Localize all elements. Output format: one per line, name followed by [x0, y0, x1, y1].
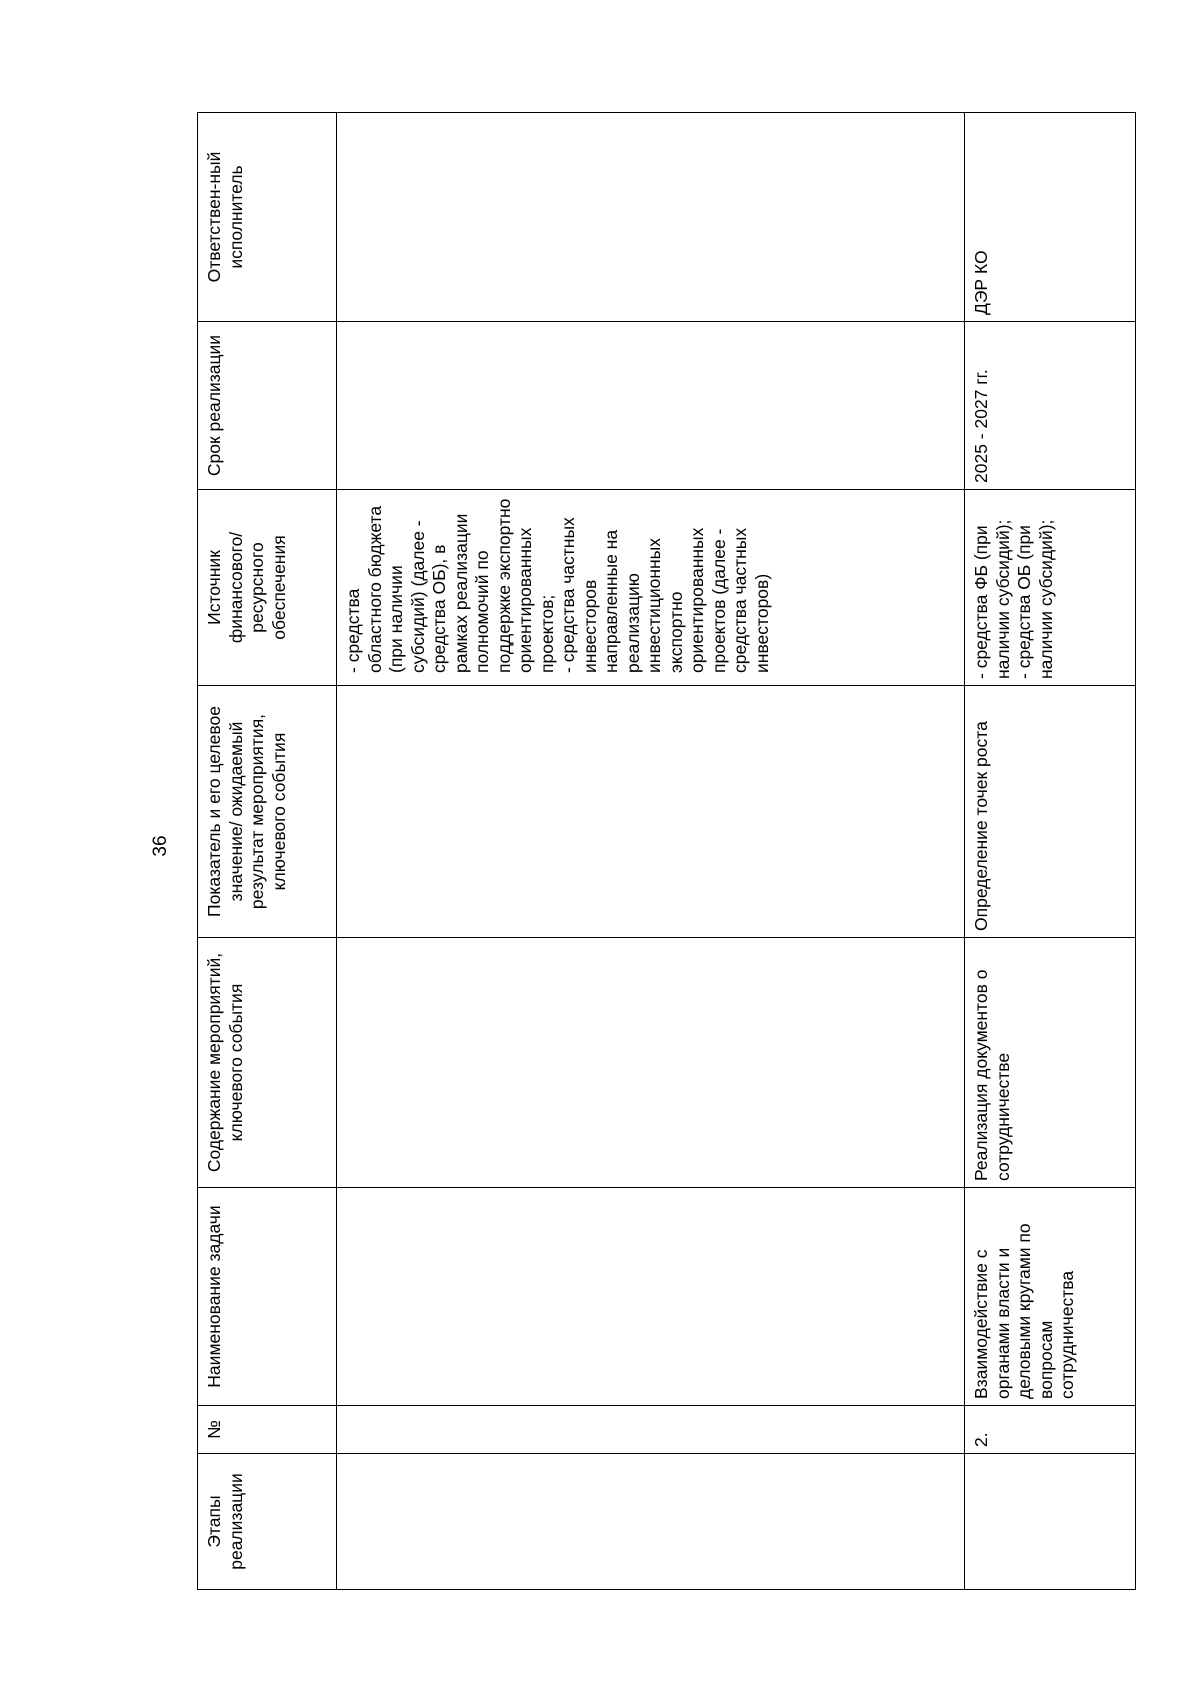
table-row — [337, 113, 965, 1590]
header-number: № — [198, 1406, 337, 1454]
header-responsible: Ответствен-ный исполнитель — [198, 113, 337, 322]
cell-source: - средства областного бюджета (при наличии субсидий) (далее - средства ОБ), в рамках реализации полномочий по поддержке экспортно ориентированных проектов; - средства частных инвесторов направленные на реализацию инвестиционных экспортно ориентированных проектов (далее - средства частных инвесторов) — [337, 490, 965, 686]
header-task: Наименование задачи — [198, 1188, 337, 1406]
table-row — [965, 113, 1136, 1590]
header-indicator: Показатель и его целевое значение/ ожидаемый результат мероприятия, ключевого события — [198, 686, 337, 938]
cell-term: 2025 - 2027 гг. — [965, 322, 1136, 490]
cell-task — [337, 1188, 965, 1406]
header-stages: Этапы реализации — [198, 1454, 337, 1590]
header-source: Источник финансового/ ресурсного обеспечения — [198, 490, 337, 686]
table-frame — [197, 113, 1135, 1590]
rotated-table-wrapper — [197, 113, 1135, 1590]
cell-number: 2. — [965, 1406, 1136, 1454]
cell-indicator — [337, 686, 965, 938]
cell-indicator: Определение точек роста — [965, 686, 1136, 938]
cell-responsible: ДЭР КО — [965, 113, 1136, 322]
page-number: 36 — [150, 835, 171, 857]
cell-responsible — [337, 113, 965, 322]
table-header-row — [198, 113, 337, 1590]
cell-source: - средства ФБ (при наличии субсидий); - средства ОБ (при наличии субсидий); — [965, 490, 1136, 686]
cell-activities — [337, 938, 965, 1188]
cell-term — [337, 322, 965, 490]
measures-table — [197, 112, 1136, 1590]
cell-stages — [965, 1454, 1136, 1590]
cell-stages — [337, 1454, 965, 1590]
header-term: Срок реализации — [198, 322, 337, 490]
cell-number — [337, 1406, 965, 1454]
cell-task: Взаимодействие с органами власти и деловыми кругами по вопросам сотрудничества — [965, 1188, 1136, 1406]
header-activities: Содержание мероприятий, ключевого события — [198, 938, 337, 1188]
cell-activities: Реализация документов о сотрудничестве — [965, 938, 1136, 1188]
